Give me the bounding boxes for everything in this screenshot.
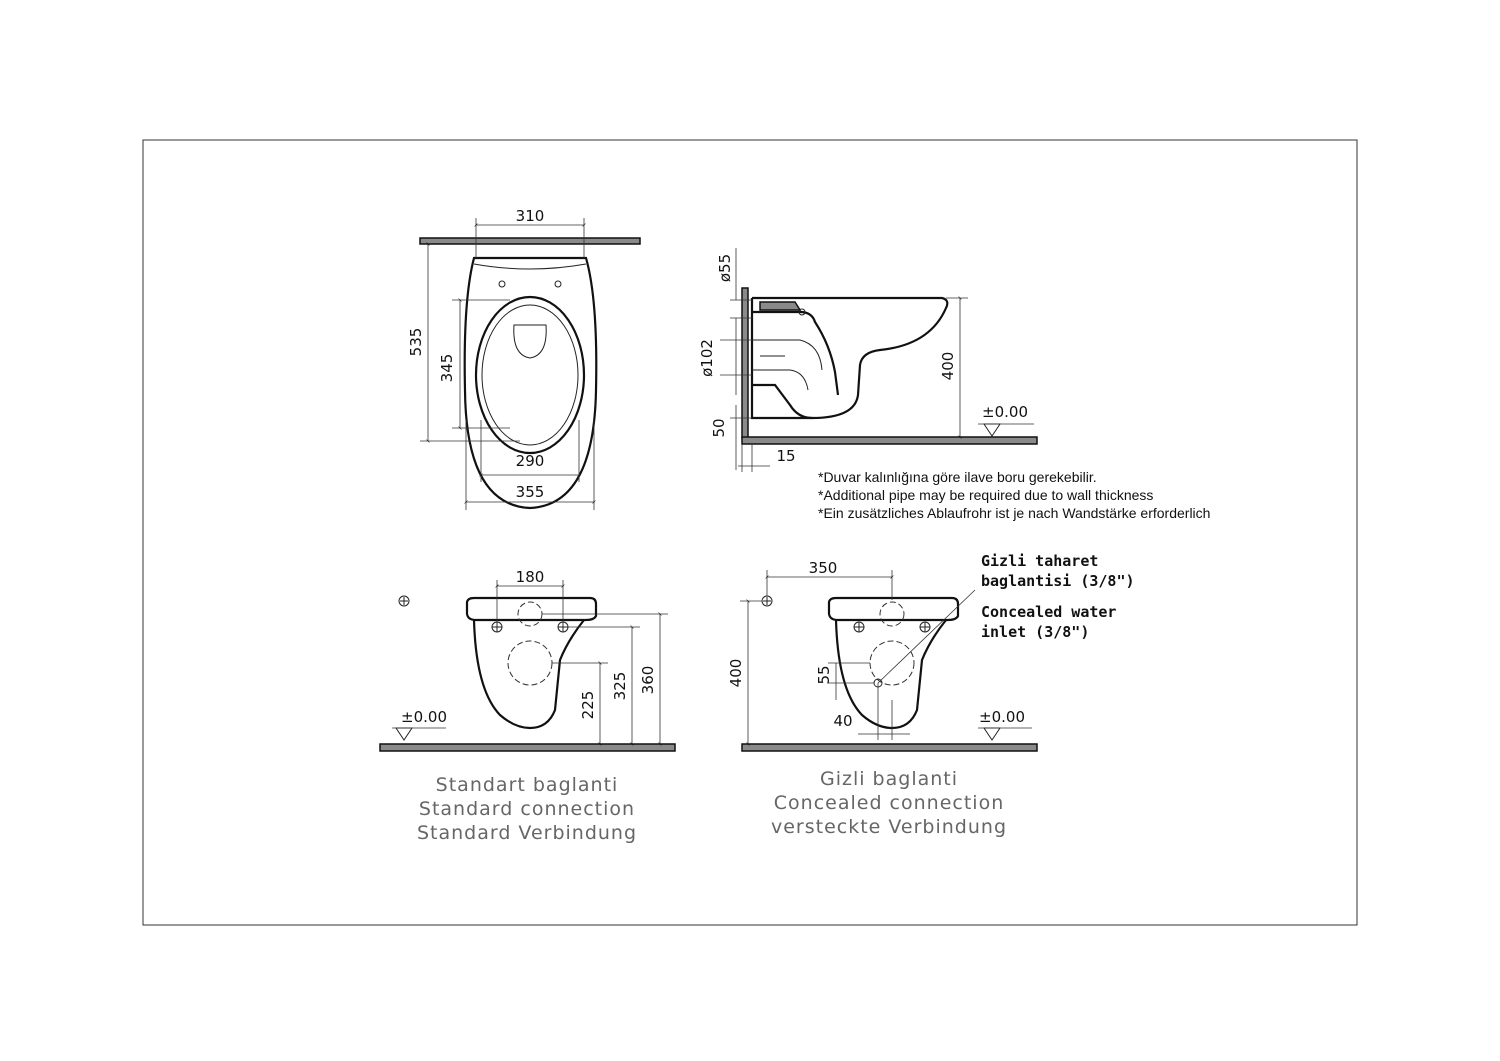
level-marker (984, 424, 1000, 436)
floor-level-concealed: ±0.00 (979, 708, 1025, 726)
dim-length: 535 (407, 327, 425, 357)
dim-h-360: 360 (639, 665, 657, 695)
caption-standard-tr: Standart baglanti (435, 774, 619, 796)
dim-width-overall: 355 (515, 483, 545, 501)
drawing-frame (143, 140, 1357, 925)
body-standard (474, 620, 584, 728)
floor-level-standard: ±0.00 (401, 708, 447, 726)
callout-tr-2: baglantisi (3/8") (981, 572, 1135, 590)
wall-hatch (420, 238, 640, 244)
dim-concealed-height: 400 (727, 658, 745, 688)
dim-concealed-55: 55 (815, 665, 833, 685)
concealed-view (727, 552, 1135, 838)
rim-concealed (829, 598, 958, 620)
wall-section (742, 288, 748, 438)
caption-standard-en: Standard connection (418, 798, 636, 820)
dim-rim-height: 400 (939, 351, 957, 381)
callout-tr-1: Gizli taharet (981, 552, 1099, 570)
callout-leader (878, 590, 975, 683)
note-en: *Additional pipe may be required due to wall thickness (818, 487, 1154, 503)
dim-seat-length: 345 (438, 353, 456, 383)
seat-outer (476, 297, 584, 453)
side-view (698, 248, 1210, 521)
rim-standard (467, 598, 596, 620)
dim-h-325: 325 (611, 671, 629, 701)
dim-wall-offset: 15 (776, 447, 796, 465)
bowl-section (752, 298, 947, 418)
bolt-hole-right (555, 281, 561, 287)
dim-width-seat: 290 (515, 452, 545, 470)
caption-standard-de: Standard Verbindung (416, 822, 638, 844)
standard-view (380, 568, 675, 844)
floor-standard (380, 744, 675, 751)
dim-inlet-dia: ø55 (716, 253, 734, 283)
bolt-hole-left (499, 281, 505, 287)
top-view (407, 207, 640, 510)
outlet-hole (514, 325, 546, 358)
caption-concealed-tr: Gizli baglanti (819, 768, 959, 790)
note-de: *Ein zusätzliches Ablaufrohr ist je nach Wandstärke erforderlich (818, 505, 1211, 521)
callout-en-2: inlet (3/8") (981, 623, 1090, 641)
caption-concealed-en: Concealed connection (773, 792, 1005, 814)
dim-bolt-spacing: 180 (515, 568, 545, 586)
caption-concealed-de: versteckte Verbindung (770, 816, 1008, 838)
dim-width-top: 310 (515, 207, 545, 225)
dim-outlet-height: 50 (710, 418, 728, 438)
dim-concealed-width: 350 (808, 559, 838, 577)
dim-concealed-40: 40 (833, 712, 853, 730)
dim-h-225: 225 (579, 690, 597, 720)
floor-level-side: ±0.00 (982, 403, 1028, 421)
floor-concealed (742, 744, 1037, 751)
seat-inner (482, 305, 578, 445)
bowl-outline (465, 258, 597, 508)
floor-section (742, 437, 1037, 444)
dim-outlet-dia: ø102 (698, 339, 716, 377)
callout-en-1: Concealed water (981, 603, 1117, 621)
note-tr: *Duvar kalınlığına göre ilave boru gerekebilir. (818, 469, 1097, 485)
